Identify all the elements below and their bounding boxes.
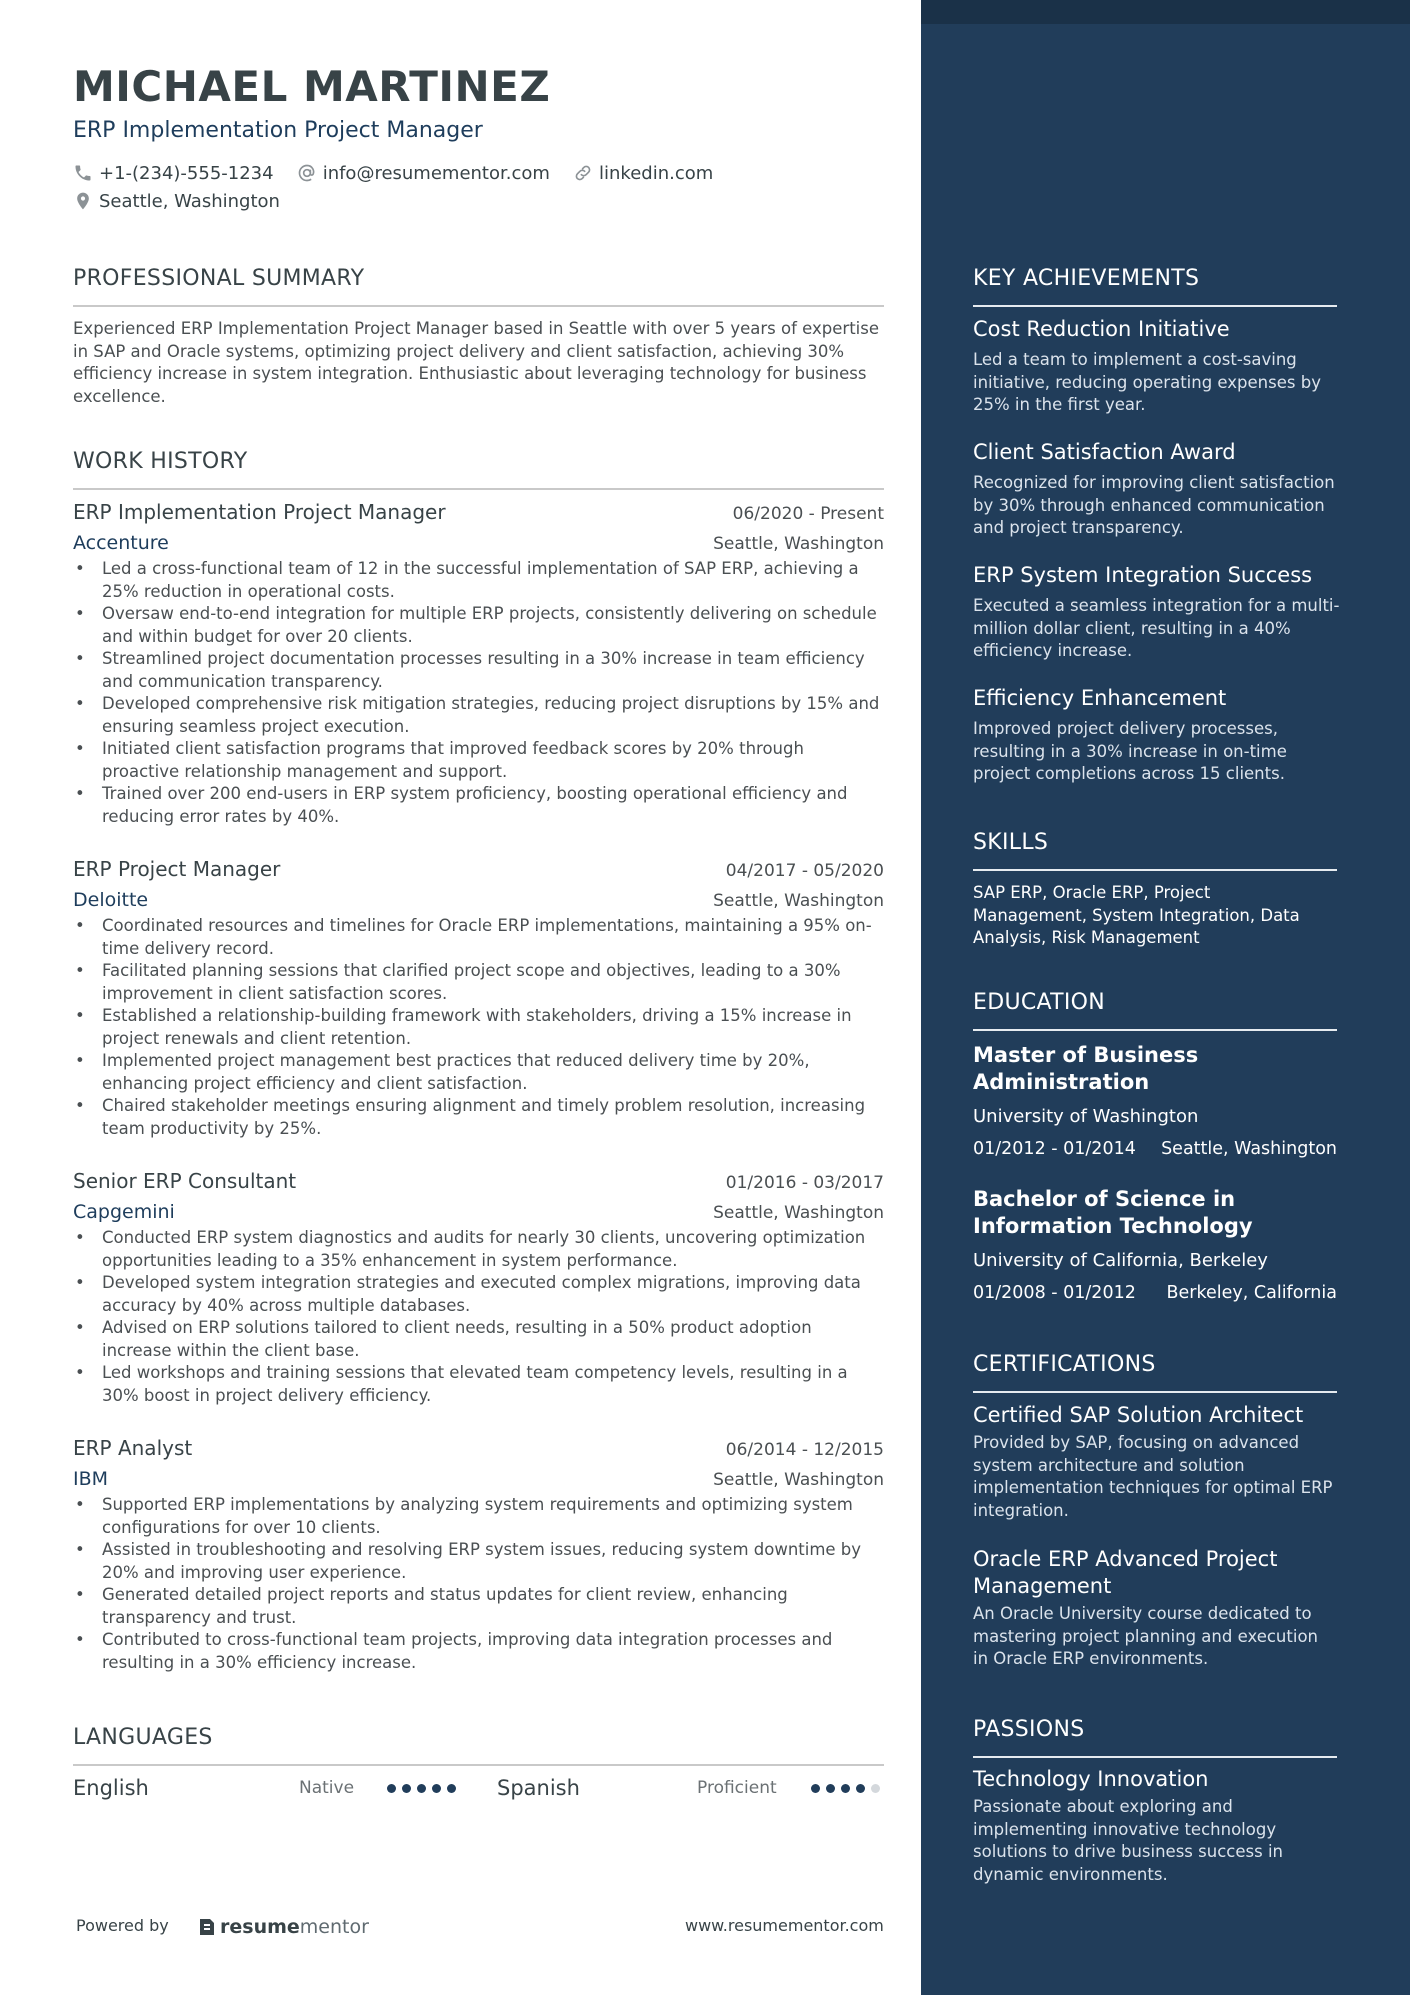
list-item: • Conducted ERP system diagnostics and audits for nearly 30 clients, uncovering optimization opportunities leading to a 35% enhancement in system performance. (73, 1227, 884, 1272)
location-pin-icon (73, 191, 93, 211)
job-entry (73, 857, 884, 1140)
work-divider (73, 488, 884, 490)
resumementor-mark-icon (198, 1917, 216, 1937)
list-item: • Coordinated resources and timelines for Oracle ERP implementations, maintaining a 95% on-time delivery record. (73, 915, 884, 960)
school-name: University of California, Berkeley (973, 1250, 1268, 1271)
achievement-item (973, 562, 1341, 663)
language-name: Spanish (497, 1776, 580, 1800)
passion-title: Technology Innovation (973, 1767, 1209, 1791)
proficiency-dot (856, 1784, 865, 1793)
list-item: • Facilitated planning sessions that clarified project scope and objectives, leading to a 30% improvement in client satisfaction scores. (73, 960, 884, 1005)
list-item: • Supported ERP implementations by analyzing system requirements and optimizing system configurations for over 10 clients. (73, 1494, 884, 1539)
certification-item (973, 1546, 1323, 1671)
degree-title: Bachelor of Science in Information Technology (973, 1187, 1253, 1238)
list-item: • Developed comprehensive risk mitigation strategies, reducing project disruptions by 15% and ensuring seamless project execution. (73, 693, 884, 738)
job-location: Seattle, Washington (713, 1470, 884, 1490)
phone-contact[interactable] (73, 160, 274, 186)
linkedin-text: linkedin.com (599, 162, 714, 184)
job-company: Capgemini (73, 1201, 175, 1223)
job-bullets (73, 1227, 884, 1407)
job-company: Deloitte (73, 889, 149, 911)
language-name: English (73, 1776, 149, 1800)
summary-text: Experienced ERP Implementation Project Manager based in Seattle with over 5 years of expertise in SAP and Oracle systems, optimizing project delivery and client satisfaction, achieving 30% efficiency increase in system integration. Enthusiastic about leveraging technology for business excellence. (73, 319, 880, 406)
candidate-name: MICHAEL MARTINEZ (73, 62, 551, 111)
passions-heading: PASSIONS (973, 1717, 1085, 1742)
education-dates: 01/2012 - 01/2014 (973, 1139, 1136, 1159)
language-item (497, 1776, 886, 1800)
achievements-divider (973, 305, 1337, 307)
job-location: Seattle, Washington (713, 534, 884, 554)
language-item (73, 1776, 462, 1800)
at-icon (297, 163, 317, 183)
languages-divider (73, 1764, 884, 1766)
achievement-desc: Recognized for improving client satisfaction by 30% through enhanced communication and project transparency. (973, 473, 1335, 537)
proficiency-dot (811, 1784, 820, 1793)
brand-light: mentor (299, 1916, 369, 1938)
education-heading: EDUCATION (973, 990, 1106, 1015)
list-item: • Initiated client satisfaction programs that improved feedback scores by 20% through proactive relationship management and support. (73, 738, 884, 783)
languages-heading: LANGUAGES (73, 1725, 213, 1750)
proficiency-dot (826, 1784, 835, 1793)
passion-desc: Passionate about exploring and implementing innovative technology solutions to drive business success in dynamic environments. (973, 1797, 1283, 1884)
sidebar (921, 0, 1410, 1995)
sidebar-top-band (921, 0, 1410, 24)
skills-text: SAP ERP, Oracle ERP, Project Management, System Integration, Data Analysis, Risk Management (973, 883, 1300, 947)
job-company: IBM (73, 1468, 109, 1490)
job-bullets (73, 558, 884, 828)
achievement-title: Efficiency Enhancement (973, 686, 1227, 710)
language-level: Native (299, 1778, 355, 1798)
contact-info (73, 160, 893, 215)
certifications-divider (973, 1391, 1337, 1393)
proficiency-dot (432, 1784, 441, 1793)
achievement-title: Client Satisfaction Award (973, 440, 1236, 464)
job-title: ERP Implementation Project Manager (73, 500, 446, 524)
job-bullets (73, 915, 884, 1140)
job-date: 01/2016 - 03/2017 (725, 1173, 884, 1193)
achievement-title: ERP System Integration Success (973, 563, 1313, 587)
proficiency-dot (387, 1784, 396, 1793)
education-location: Seattle, Washington (1161, 1139, 1337, 1159)
job-date: 06/2014 - 12/2015 (725, 1440, 884, 1460)
language-level: Proficient (697, 1778, 777, 1798)
summary-divider (73, 305, 884, 307)
education-divider (973, 1029, 1337, 1031)
achievement-title: Cost Reduction Initiative (973, 317, 1230, 341)
list-item: • Led workshops and training sessions that elevated team competency levels, resulting in a 30% boost in project delivery efficiency. (73, 1362, 884, 1407)
achievement-item (973, 316, 1341, 417)
proficiency-dots (387, 1784, 462, 1793)
job-title: ERP Project Manager (73, 857, 281, 881)
list-item: • Advised on ERP solutions tailored to client needs, resulting in a 50% product adoption increase within the client base. (73, 1317, 884, 1362)
list-item: • Established a relationship-building framework with stakeholders, driving a 15% increase in project renewals and client retention. (73, 1005, 884, 1050)
brand-bold: resume (220, 1916, 300, 1938)
school-name: University of Washington (973, 1106, 1199, 1127)
certification-title: Certified SAP Solution Architect (973, 1403, 1304, 1427)
passions-divider (973, 1756, 1337, 1758)
job-entry (73, 1436, 884, 1674)
location-contact (73, 188, 280, 214)
linkedin-contact[interactable] (573, 160, 713, 186)
job-title: Senior ERP Consultant (73, 1169, 297, 1193)
achievement-item (973, 439, 1341, 540)
certification-title: Oracle ERP Advanced Project Management (973, 1547, 1278, 1598)
achievement-desc: Improved project delivery processes, resulting in a 30% increase in on-time project completions across 15 clients. (973, 719, 1287, 783)
list-item: • Implemented project management best practices that reduced delivery time by 20%, enhancing project efficiency and client satisfaction. (73, 1050, 884, 1095)
phone-icon (73, 163, 93, 183)
website-link[interactable]: www.resumementor.com (685, 1916, 884, 1935)
certification-desc: An Oracle University course dedicated to mastering project planning and execution in Oracle ERP environments. (973, 1604, 1318, 1668)
proficiency-dot (417, 1784, 426, 1793)
job-date: 04/2017 - 05/2020 (725, 861, 884, 881)
passion-item (973, 1766, 1313, 1886)
candidate-title: ERP Implementation Project Manager (73, 118, 483, 143)
list-item: • Developed system integration strategies and executed complex migrations, improving data accuracy by 40% across multiple databases. (73, 1272, 884, 1317)
achievement-item (973, 685, 1341, 786)
link-icon (573, 163, 593, 183)
job-entry (73, 500, 884, 828)
certification-item (973, 1402, 1341, 1522)
education-location: Berkeley, California (1166, 1283, 1337, 1303)
proficiency-dot (402, 1784, 411, 1793)
phone-text: +1-(234)-555-1234 (99, 162, 274, 184)
job-location: Seattle, Washington (713, 1203, 884, 1223)
list-item: • Oversaw end-to-end integration for multiple ERP projects, consistently delivering on schedule and within budget for over 20 clients. (73, 603, 884, 648)
list-item: • Led a cross-functional team of 12 in the successful implementation of SAP ERP, achieving a 25% reduction in operational costs. (73, 558, 884, 603)
summary-heading: PROFESSIONAL SUMMARY (73, 266, 365, 291)
certifications-heading: CERTIFICATIONS (973, 1352, 1156, 1377)
education-item (973, 1186, 1337, 1303)
list-item: • Generated detailed project reports and status updates for client review, enhancing transparency and trust. (73, 1584, 884, 1629)
list-item: • Chaired stakeholder meetings ensuring alignment and timely problem resolution, increasing team productivity by 25%. (73, 1095, 884, 1140)
achievements-heading: KEY ACHIEVEMENTS (973, 266, 1200, 291)
list-item: • Trained over 200 end-users in ERP system proficiency, boosting operational efficiency and reducing error rates by 40%. (73, 783, 884, 828)
degree-title: Master of Business Administration (973, 1043, 1199, 1094)
resumementor-logo[interactable] (198, 1916, 369, 1938)
education-item (973, 1042, 1337, 1159)
certification-desc: Provided by SAP, focusing on advanced system architecture and solution implementation techniques for optimal ERP integration. (973, 1433, 1333, 1520)
job-location: Seattle, Washington (713, 891, 884, 911)
list-item: • Contributed to cross-functional team projects, improving data integration processes and resulting in a 30% efficiency increase. (73, 1629, 884, 1674)
skills-heading: SKILLS (973, 830, 1049, 855)
education-dates: 01/2008 - 01/2012 (973, 1283, 1136, 1303)
list-item: • Assisted in troubleshooting and resolving ERP system issues, reducing system downtime by 20% and improving user experience. (73, 1539, 884, 1584)
proficiency-dot (871, 1784, 880, 1793)
proficiency-dots (811, 1784, 886, 1793)
job-company: Accenture (73, 532, 169, 554)
skills-divider (973, 869, 1337, 871)
list-item: • Streamlined project documentation processes resulting in a 30% increase in team efficiency and communication transparency. (73, 648, 884, 693)
proficiency-dot (841, 1784, 850, 1793)
email-contact[interactable] (297, 160, 550, 186)
powered-by-label: Powered by (76, 1916, 169, 1935)
job-bullets (73, 1494, 884, 1674)
job-date: 06/2020 - Present (732, 504, 884, 524)
location-text: Seattle, Washington (99, 190, 280, 212)
job-entry (73, 1169, 884, 1407)
proficiency-dot (447, 1784, 456, 1793)
achievement-desc: Executed a seamless integration for a multi-million dollar client, resulting in a 40% efficiency increase. (973, 596, 1340, 660)
email-text: info@resumementor.com (322, 162, 550, 184)
achievement-desc: Led a team to implement a cost-saving initiative, reducing operating expenses by 25% in the first year. (973, 350, 1321, 414)
work-heading: WORK HISTORY (73, 449, 248, 474)
job-title: ERP Analyst (73, 1436, 193, 1460)
